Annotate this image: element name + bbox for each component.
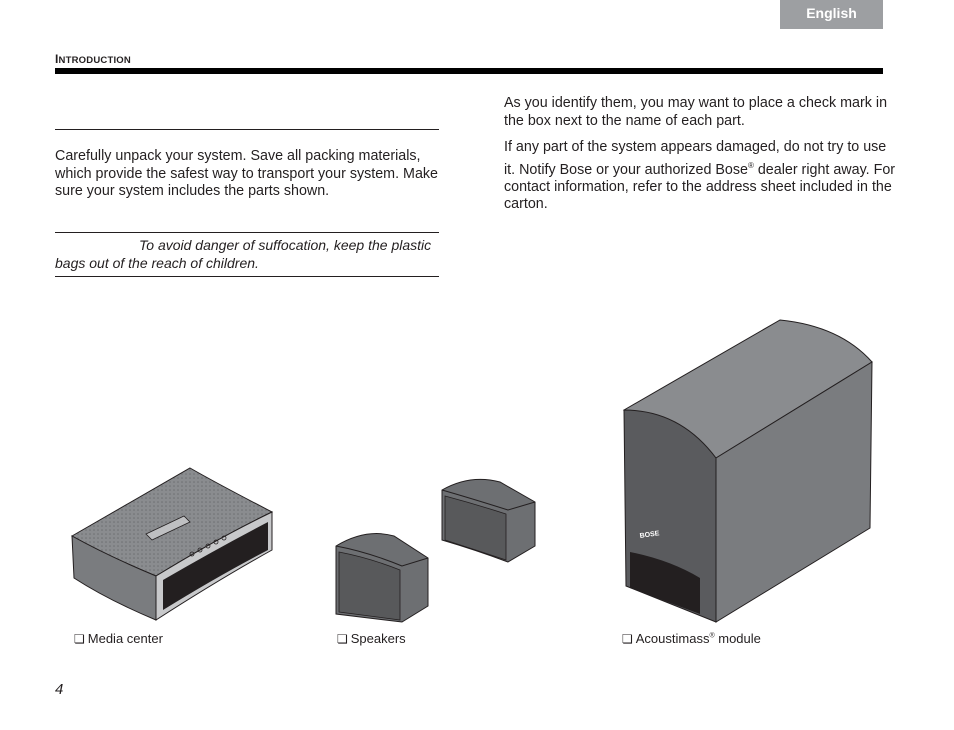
checkbox-icon[interactable]: ❏	[622, 632, 633, 646]
caption-label: Acoustimass	[635, 631, 710, 646]
registered-mark: ®	[709, 632, 715, 640]
caution-note	[55, 237, 439, 272]
section-title	[55, 52, 131, 66]
section-title-initial: I	[55, 52, 59, 66]
identify-paragraph: As you identify them, you may want to place a check mark in the box next to the name of each part.	[504, 95, 888, 129]
damage-text-1: If any part of the system appears damaged, do not try to use it. Notify Bose or your authorized Bose	[504, 139, 887, 178]
checkbox-icon[interactable]: ❏	[74, 632, 85, 646]
unpack-paragraph	[55, 148, 450, 201]
caption-suffix: module	[714, 631, 761, 646]
caption-media-center[interactable]	[74, 631, 163, 646]
damage-paragraph	[504, 139, 899, 214]
registered-mark: ®	[747, 160, 754, 170]
language-tab[interactable]: English	[780, 0, 883, 29]
title-rule	[55, 68, 883, 74]
caution-rule-top	[55, 232, 439, 233]
caution-text: To avoid danger of suffocation, keep the plastic bags out of the reach of children.	[55, 237, 432, 271]
media-center-illustration	[68, 464, 278, 624]
page-number: 4	[55, 681, 64, 698]
acoustimass-module-illustration	[620, 316, 875, 626]
caption-speakers[interactable]	[337, 631, 406, 646]
right-column	[504, 95, 899, 214]
section-title-rest: NTRODUCTION	[58, 55, 131, 66]
speakers-illustration	[330, 474, 545, 626]
unpack-text: Carefully unpack your system. Save all packing materials, which provide the safest way to transport your system. Make sure your system includes the parts shown.	[55, 148, 439, 199]
caption-label: Speakers	[350, 631, 406, 646]
bose-logo: BOSE	[639, 530, 660, 540]
damage-text-2: dealer right away. For contact information, refer to the address sheet included in the carton.	[504, 161, 896, 213]
caption-acoustimass[interactable]	[622, 631, 761, 646]
caption-label: Media center	[87, 631, 163, 646]
divider-top	[55, 129, 439, 130]
caution-rule-bottom	[55, 276, 439, 277]
checkbox-icon[interactable]: ❏	[337, 632, 348, 646]
